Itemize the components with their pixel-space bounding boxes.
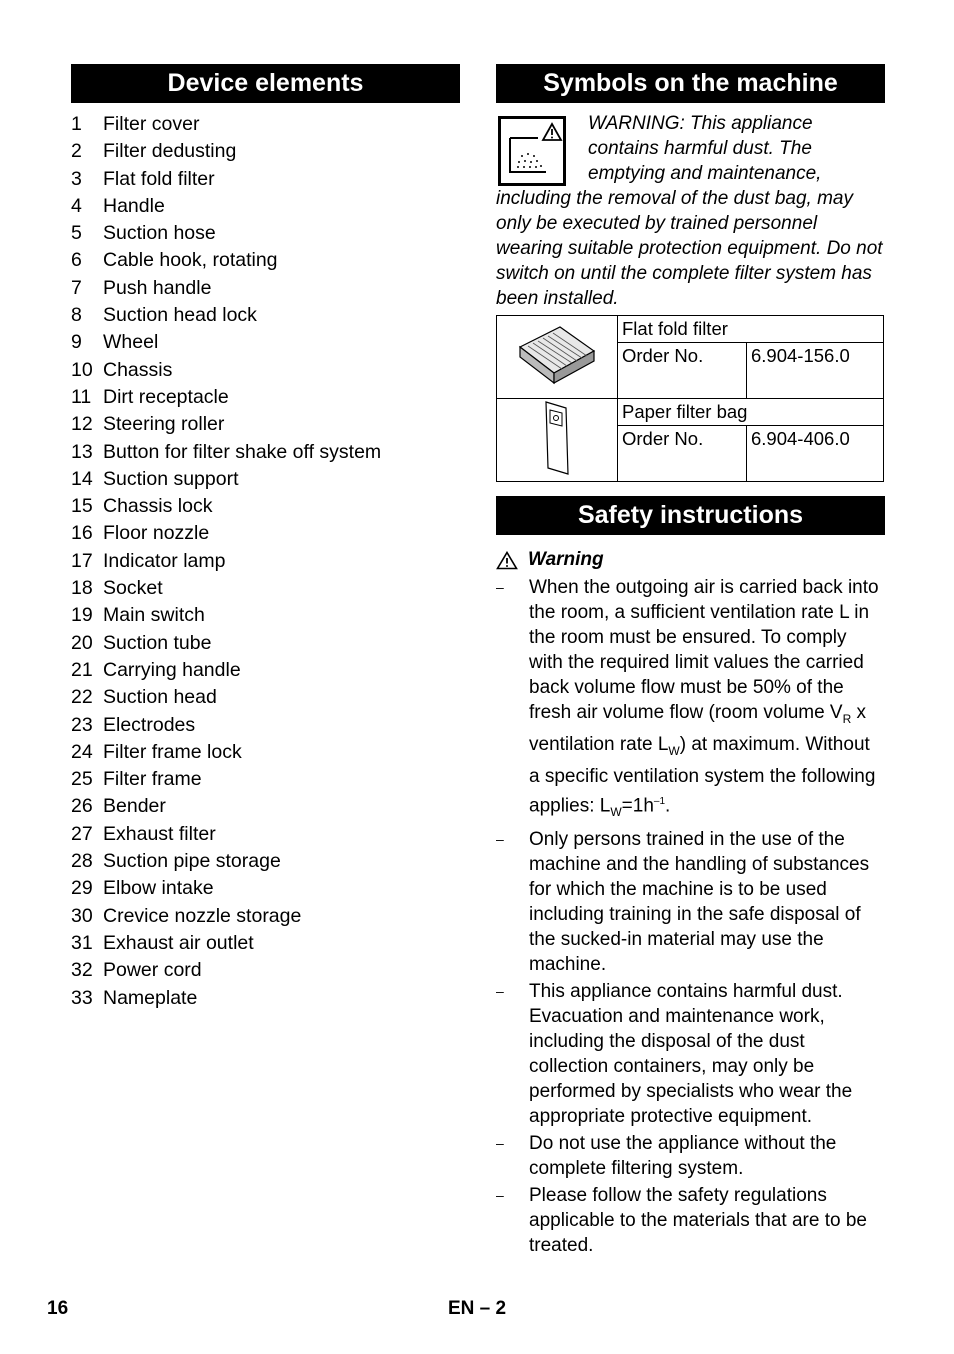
item-label: Flat fold filter: [103, 167, 215, 190]
bullet-dash: –: [496, 1134, 504, 1151]
order-label-cell: Order No.: [618, 426, 747, 482]
bullet-dash: –: [496, 982, 504, 999]
item-number: 22: [71, 686, 93, 709]
part-name-cell: Paper filter bag: [618, 399, 884, 426]
symbol-warning-block: [496, 111, 885, 311]
spare-parts-table: [496, 315, 884, 482]
item-label: Filter cover: [103, 113, 200, 135]
item-label: Elbow intake: [103, 877, 214, 900]
device-element-item: [71, 985, 460, 1012]
item-label: Suction head lock: [103, 304, 257, 327]
item-label: Crevice nozzle storage: [103, 904, 302, 927]
item-number: 30: [71, 904, 93, 927]
order-label-cell: Order No.: [618, 343, 747, 399]
symbols-heading: Symbols on the machine: [496, 64, 885, 103]
item-number: 24: [71, 740, 93, 763]
device-element-item: [71, 548, 460, 575]
item-number: 7: [71, 276, 82, 299]
item-number: 25: [71, 768, 93, 791]
device-element-item: [71, 111, 460, 138]
item-number: 18: [71, 577, 93, 600]
safety-bullet-item: [496, 1183, 885, 1258]
device-elements-list: [71, 111, 460, 1012]
device-element-item: [71, 357, 460, 384]
device-element-item: [71, 848, 460, 875]
device-element-item: [71, 439, 460, 466]
device-element-item: [71, 712, 460, 739]
item-number: 21: [71, 658, 93, 681]
paper-filter-bag-icon: [542, 400, 572, 476]
bullet-text: Please follow the safety regulations applicable to the materials that are to be treated.: [529, 1184, 867, 1256]
item-number: 8: [71, 304, 82, 327]
item-number: 6: [71, 249, 82, 272]
device-elements-section: [71, 64, 460, 1012]
symbol-warning-text: WARNING: This appliance contains harmful dust. The emptying and maintenance, including the removal of the dust bag, may only be executed by trained personnel wearing suitable protection equipment. Do not switch on until the complete filter system has been installed.: [496, 113, 883, 309]
item-number: 9: [71, 331, 82, 354]
item-number: 29: [71, 877, 93, 900]
item-number: 11: [71, 385, 92, 408]
device-elements-heading: Device elements: [71, 64, 460, 103]
device-element-item: [71, 275, 460, 302]
item-number: 23: [71, 713, 93, 736]
device-element-item: [71, 329, 460, 356]
item-label: Filter dedusting: [103, 140, 237, 163]
item-number: 13: [71, 440, 93, 463]
item-number: 26: [71, 795, 93, 818]
item-number: 1: [71, 113, 82, 135]
item-label: Suction head: [103, 686, 217, 709]
item-number: 19: [71, 604, 93, 627]
device-element-item: [71, 247, 460, 274]
subscript: W: [610, 804, 622, 819]
page-number: 16: [47, 1298, 69, 1319]
item-number: 3: [71, 167, 82, 190]
item-label: Indicator lamp: [103, 549, 226, 572]
device-element-item: [71, 138, 460, 165]
device-element-item: [71, 766, 460, 793]
device-element-item: [71, 739, 460, 766]
bullet-text-part: .: [665, 794, 671, 816]
safety-bullet-item: [496, 827, 885, 977]
item-label: Suction pipe storage: [103, 850, 281, 873]
device-element-item: [71, 875, 460, 902]
item-label: Main switch: [103, 604, 205, 627]
item-label: Dirt receptacle: [103, 385, 229, 408]
safety-instructions-heading: Safety instructions: [496, 496, 885, 535]
device-element-item: [71, 466, 460, 493]
device-element-item: [71, 602, 460, 629]
bullet-dash: –: [496, 1186, 504, 1203]
right-column: [496, 64, 885, 1260]
item-number: 14: [71, 467, 93, 490]
item-number: 12: [71, 413, 93, 436]
item-label: Nameplate: [103, 986, 198, 1009]
item-label: Carrying handle: [103, 658, 241, 681]
device-element-item: [71, 657, 460, 684]
item-label: Handle: [103, 194, 165, 217]
bullet-text-part: x ventilation rate L: [529, 702, 867, 755]
device-element-item: [71, 903, 460, 930]
bullet-dash: –: [496, 579, 504, 595]
item-label: Button for filter shake off system: [103, 440, 382, 463]
item-number: 2: [71, 140, 82, 163]
warning-triangle-icon: [496, 551, 518, 570]
item-label: Power cord: [103, 959, 202, 982]
item-label: Filter frame lock: [103, 740, 242, 763]
bullet-text-part: When the outgoing air is carried back into the room, a sufficient ventilation rate L in the room must be ensured. To comply with the required limit values the carried back volume flow must be 50% of the fresh air volume flow (room volume V: [529, 577, 879, 723]
item-number: 27: [71, 822, 93, 845]
item-label: Bender: [103, 795, 166, 818]
flat-fold-filter-image-cell: [497, 316, 618, 399]
device-element-item: [71, 193, 460, 220]
device-element-item: [71, 302, 460, 329]
device-element-item: [71, 684, 460, 711]
device-element-item: [71, 821, 460, 848]
order-number-cell: 6.904-406.0: [747, 426, 884, 482]
item-label: Floor nozzle: [103, 522, 210, 545]
item-label: Wheel: [103, 331, 159, 354]
bullet-text-part: =1h: [621, 794, 654, 816]
item-number: 15: [71, 495, 93, 518]
bullet-text: Do not use the appliance without the complete filtering system.: [529, 1132, 837, 1179]
device-element-item: [71, 575, 460, 602]
bullet-text: [529, 575, 885, 825]
device-element-item: [71, 930, 460, 957]
item-label: Electrodes: [103, 713, 196, 736]
item-label: Suction tube: [103, 631, 212, 654]
item-label: Chassis lock: [103, 495, 213, 518]
item-number: 10: [71, 358, 93, 381]
device-element-item: [71, 166, 460, 193]
warning-title: [496, 549, 885, 571]
item-label: Steering roller: [103, 413, 225, 436]
safety-bullet-item: [496, 979, 885, 1129]
safety-bullet-item: [496, 1131, 885, 1181]
item-label: Chassis: [103, 358, 173, 381]
item-label: Filter frame: [103, 768, 202, 791]
subscript: R: [842, 711, 852, 726]
item-number: 5: [71, 222, 82, 245]
device-element-item: [71, 630, 460, 657]
device-element-item: [71, 520, 460, 547]
item-number: 17: [71, 549, 93, 572]
section-label: EN – 2: [448, 1298, 507, 1319]
item-label: Push handle: [103, 276, 212, 299]
subscript: W: [668, 743, 680, 758]
superscript: –1: [653, 795, 666, 807]
item-number: 16: [71, 522, 93, 545]
part-name-cell: Flat fold filter: [618, 316, 884, 343]
item-number: 33: [71, 986, 93, 1009]
bullet-dash: –: [496, 830, 504, 847]
bullet-text-part: ) at maximum. Without a specific ventilation system the following applies: L: [529, 733, 876, 816]
device-element-item: [71, 220, 460, 247]
device-element-item: [71, 411, 460, 438]
item-number: 32: [71, 959, 93, 982]
item-label: Exhaust filter: [103, 822, 216, 845]
item-number: 31: [71, 931, 93, 954]
bullet-text: Only persons trained in the use of the machine and the handling of substances for which the machine is to be used including training in the safe disposal of the sucked-in material may use the machine.: [529, 828, 870, 975]
device-element-item: [71, 957, 460, 984]
bullet-text: This appliance contains harmful dust. Evacuation and maintenance work, including the disposal of the dust collection containers, may only be performed by specialists who wear the appropriate protective equipment.: [529, 980, 853, 1127]
warning-label: Warning: [528, 549, 604, 570]
device-element-item: [71, 793, 460, 820]
item-number: 4: [71, 194, 82, 217]
item-label: Cable hook, rotating: [103, 249, 278, 272]
safety-bullets-list: [496, 575, 885, 1258]
safety-bullet-item: [496, 575, 885, 825]
item-number: 20: [71, 631, 93, 654]
item-label: Exhaust air outlet: [103, 931, 254, 954]
device-element-item: [71, 493, 460, 520]
item-label: Suction hose: [103, 222, 216, 245]
harmful-dust-warning-icon: [498, 116, 566, 186]
item-label: Socket: [103, 577, 163, 600]
order-number-cell: 6.904-156.0: [747, 343, 884, 399]
device-element-item: [71, 384, 460, 411]
item-label: Suction support: [103, 467, 239, 490]
paper-filter-bag-image-cell: [497, 399, 618, 482]
item-number: 28: [71, 850, 93, 873]
flat-fold-filter-icon: [516, 325, 598, 385]
